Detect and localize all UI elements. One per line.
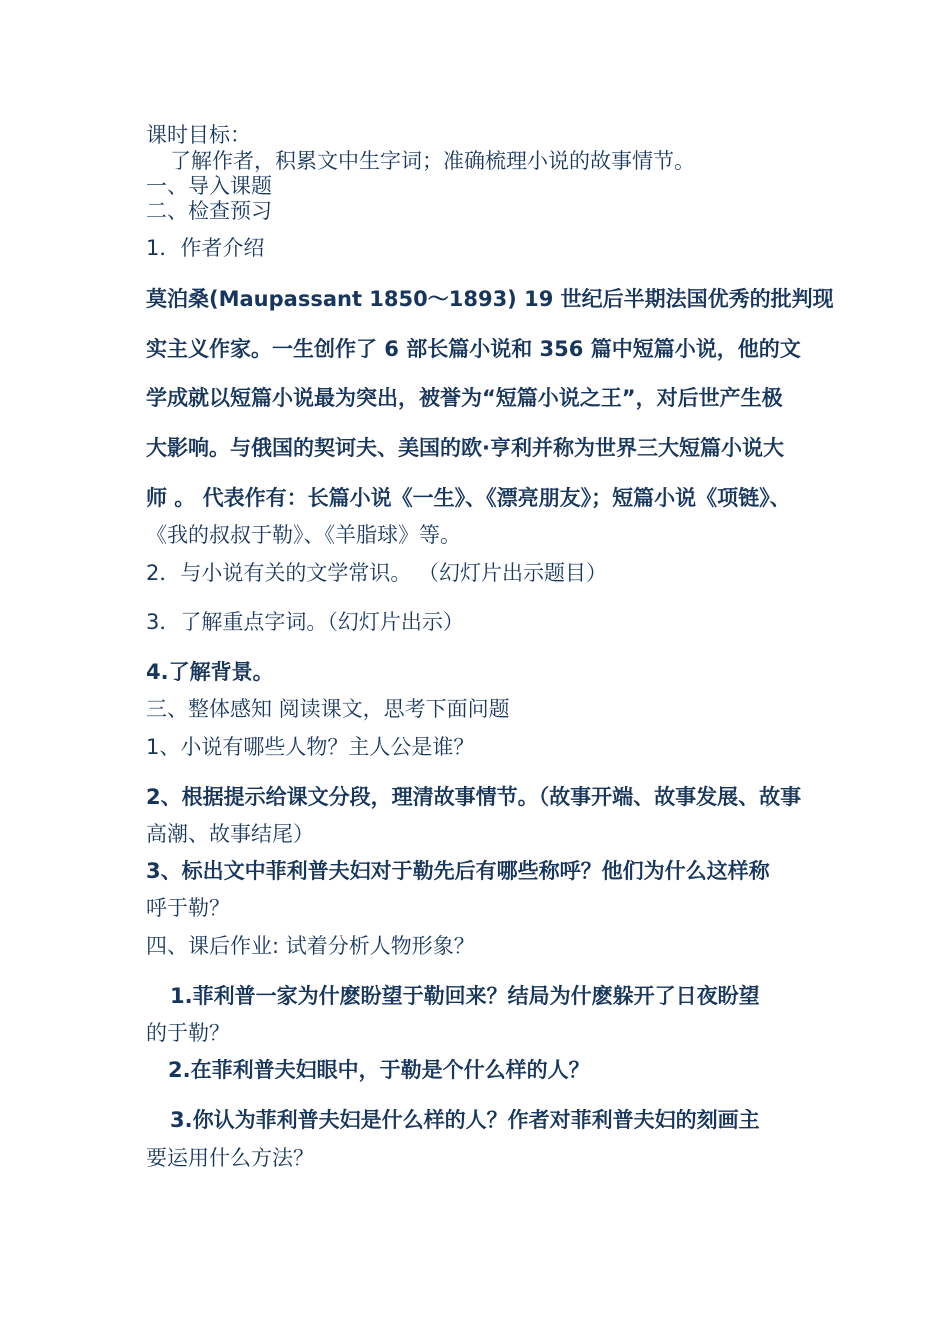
- question-3-line: 3、标出文中菲利普夫妇对于勒先后有哪些称呼？他们为什么这样称: [146, 859, 770, 883]
- item-literary-knowledge: 2．与小说有关的文学常识。 （幻灯片出示题目）: [146, 561, 608, 585]
- question-1: 1、小说有哪些人物？主人公是谁？: [146, 735, 475, 759]
- section-overall: 三、整体感知 阅读课文，思考下面问题: [146, 697, 510, 721]
- author-line: 大影响。与俄国的契诃夫、美国的欧·亨利并称为世界三大短篇小说大: [146, 436, 784, 460]
- author-line: 师 。 代表作有：长篇小说《一生》、《漂亮朋友》；短篇小说《项链》、: [146, 486, 791, 510]
- homework-1-line: 1.菲利普一家为什麽盼望于勒回来？结局为什麽躲开了日夜盼望: [170, 984, 760, 1008]
- author-line: 学成就以短篇小说最为突出，被誉为“短篇小说之王”，对后世产生极: [146, 386, 783, 410]
- homework-3-line: 要运用什么方法？: [146, 1146, 314, 1170]
- item-key-words: 3．了解重点字词。（幻灯片出示）: [146, 610, 464, 634]
- item-author-intro: 1．作者介绍: [146, 236, 265, 260]
- item-background: 4.了解背景。: [146, 660, 274, 684]
- homework-2: 2.在菲利普夫妇眼中，于勒是个什么样的人？: [168, 1058, 590, 1082]
- homework-3-line: 3.你认为菲利普夫妇是什么样的人？作者对菲利普夫妇的刻画主: [170, 1108, 760, 1132]
- author-line: 莫泊桑(Maupassant 1850～1893) 19 世纪后半期法国优秀的批判现: [146, 287, 834, 311]
- section-intro: 一、导入课题: [146, 174, 272, 198]
- author-line: 《我的叔叔于勒》、《羊脂球》等。: [146, 523, 461, 547]
- question-2-line: 2、根据提示给课文分段，理清故事情节。（故事开端、故事发展、故事: [146, 785, 802, 809]
- author-line: 实主义作家。一生创作了 6 部长篇小说和 356 篇中短篇小说，他的文: [146, 337, 801, 361]
- homework-1-line: 的于勒？: [146, 1021, 230, 1045]
- question-3-line: 呼于勒？: [146, 896, 230, 920]
- section-preview: 二、检查预习: [146, 199, 272, 223]
- question-2-line: 高潮、故事结尾）: [146, 822, 314, 846]
- goal-heading: 课时目标：: [146, 123, 251, 147]
- goal-text: 了解作者，积累文中生字词；准确梳理小说的故事情节。: [170, 149, 695, 173]
- section-homework: 四、课后作业: 试着分析人物形象？: [146, 934, 475, 958]
